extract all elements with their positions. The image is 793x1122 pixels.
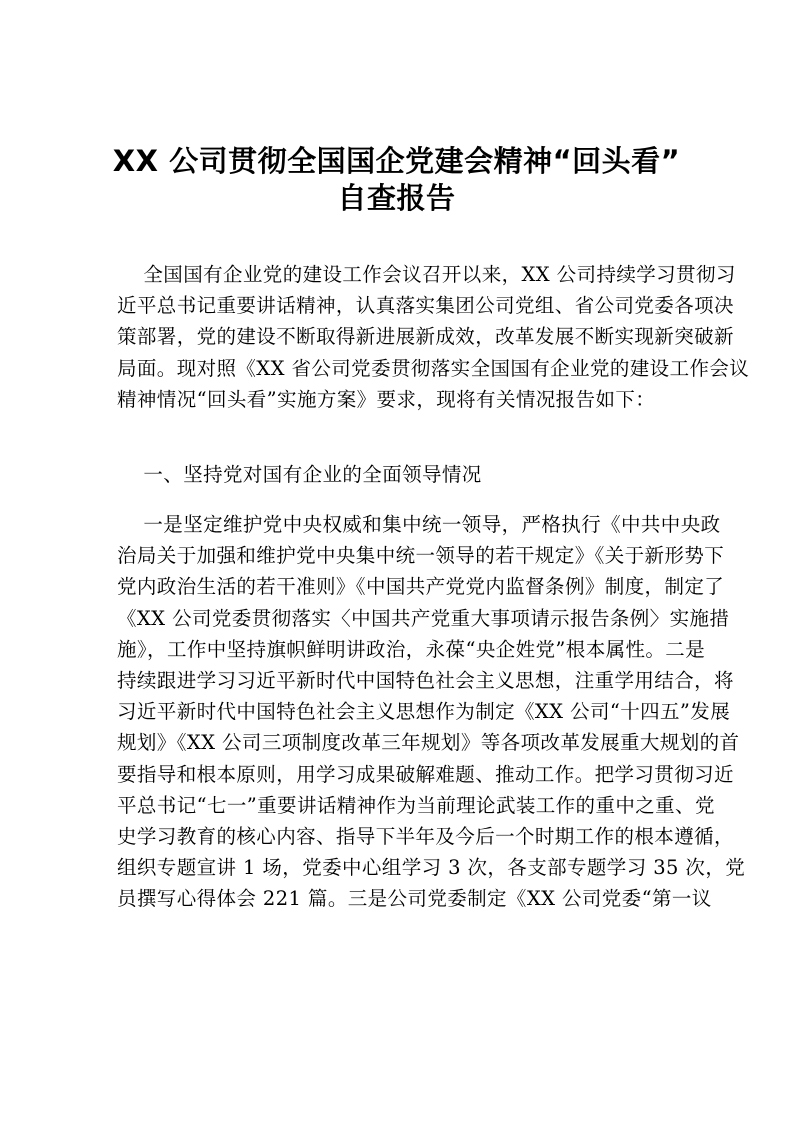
paragraph-line: 党内政治生活的若干准则》《中国共产党党内监督条例》制度，制定了 xyxy=(117,575,725,599)
section-1-paragraph xyxy=(117,509,746,914)
paragraph-line: 员撰写心得体会 221 篇。三是公司党委制定《XX 公司党委“第一议 xyxy=(117,887,712,911)
paragraph-line: 策部署，党的建设不断取得新进展新成效，改革发展不断实现新突破新 xyxy=(117,325,734,349)
paragraph-line: 施》，工作中坚持旗帜鲜明讲政治，永葆“央企姓党”根本属性。二是 xyxy=(117,637,706,661)
paragraph-line: 治局关于加强和维护党中央集中统一领导的若干规定》《关于新形势下 xyxy=(117,544,725,568)
paragraph-line: 史学习教育的核心内容、指导下半年及今后一个时期工作的根本遵循， xyxy=(117,824,734,848)
section-heading xyxy=(117,459,697,490)
paragraph-line: 一是坚定维护党中央权威和集中统一领导，严格执行《中共中央政 xyxy=(117,513,721,536)
document-title-line-1: XX 公司贯彻全国国企党建会精神“回头看” xyxy=(112,144,681,178)
paragraph-line: 《XX 公司党委贯彻落实〈中国共产党重大事项请示报告条例〉实施措 xyxy=(117,606,730,630)
section-heading-text: 一、坚持党对国有企业的全面领导情况 xyxy=(117,463,482,486)
paragraph-line: 持续跟进学习习近平新时代中国特色社会主义思想，注重学用结合，将 xyxy=(117,668,734,692)
paragraph-line: 规划》《XX 公司三项制度改革三年规划》等各项改革发展重大规划的首 xyxy=(117,731,740,755)
intro-paragraph xyxy=(117,259,750,415)
paragraph-line: 近平总书记重要讲话精神，认真落实集团公司党组、省公司党委各项决 xyxy=(117,294,734,318)
paragraph-line: 局面。现对照《XX 省公司党委贯彻落实全国国有企业党的建设工作会议 xyxy=(117,356,750,380)
paragraph-line: 全国国有企业党的建设工作会议召开以来，XX 公司持续学习贯彻习 xyxy=(117,263,736,286)
paragraph-line: 精神情况“回头看”实施方案》要求，现将有关情况报告如下： xyxy=(117,387,656,411)
document-title-line-2: 自查报告 xyxy=(337,181,456,215)
paragraph-line: 平总书记“七一”重要讲话精神作为当前理论武装工作的重中之重、党 xyxy=(117,793,715,817)
paragraph-line: 要指导和根本原则，用学习成果破解难题、推动工作。把学习贯彻习近 xyxy=(117,762,734,786)
paragraph-line: 组织专题宣讲 1 场，党委中心组学习 3 次，各支部专题学习 35 次，党 xyxy=(117,856,746,880)
paragraph-line: 习近平新时代中国特色社会主义思想作为制定《XX 公司“十四五”发展 xyxy=(117,700,731,724)
